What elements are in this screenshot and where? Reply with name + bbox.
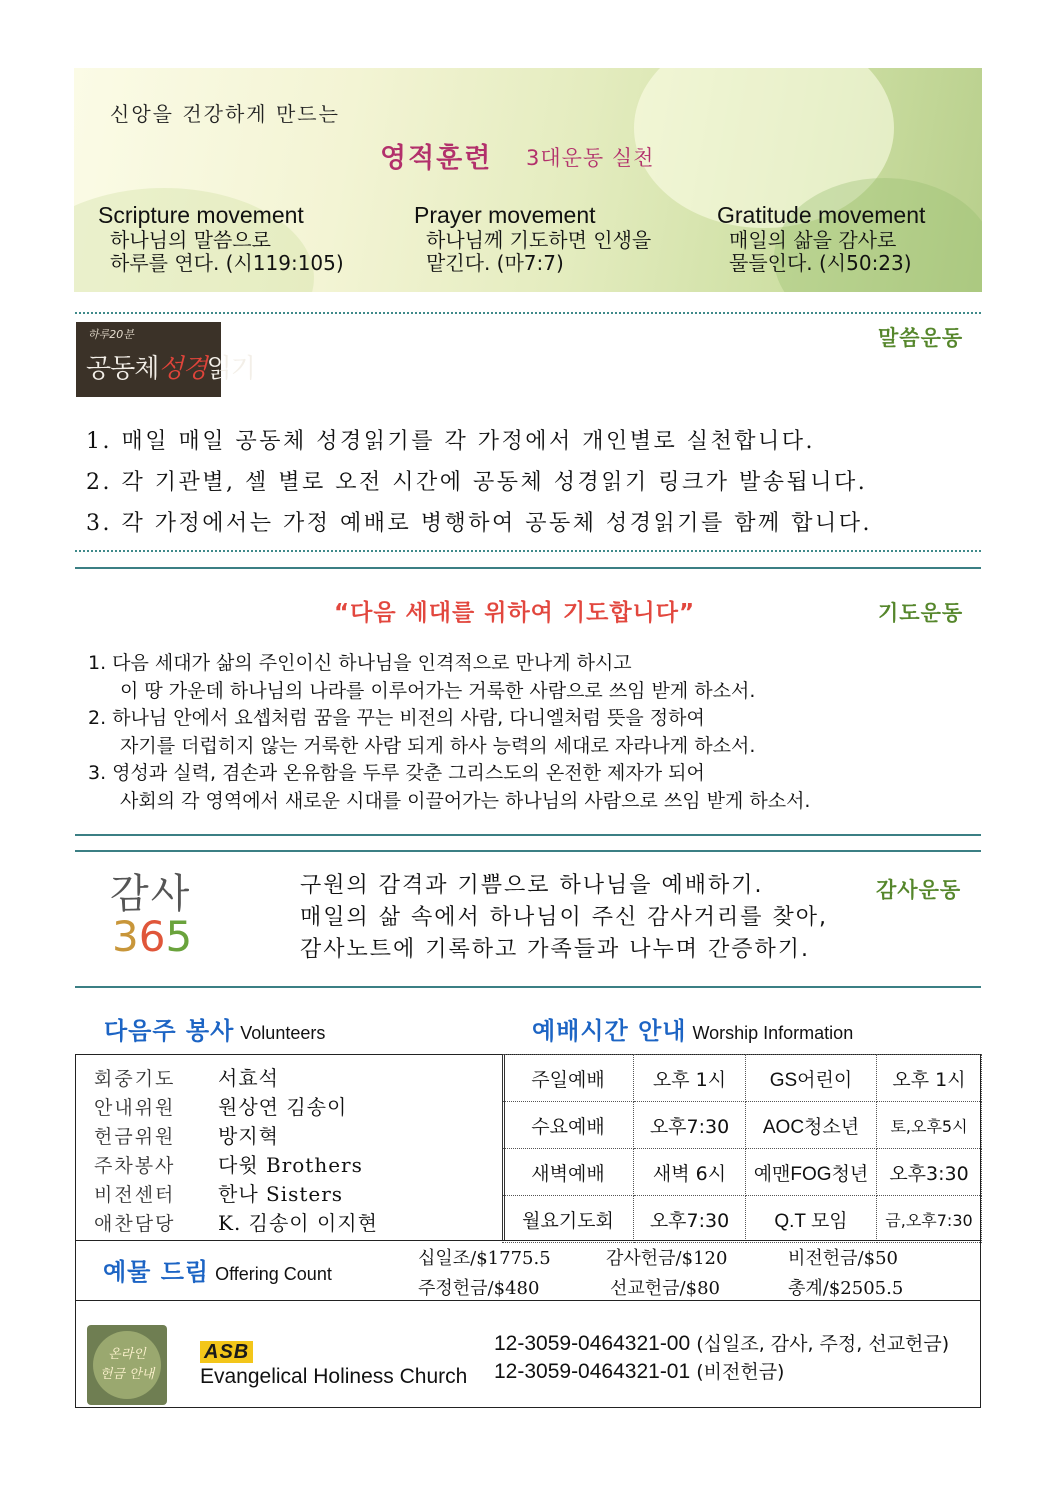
prayer-title: “다음 세대를 위하여 기도합니다” — [334, 600, 696, 626]
worship-heading — [532, 1011, 853, 1046]
volunteer-row — [94, 1149, 363, 1179]
row-divider — [75, 1300, 981, 1301]
offering-title: 예물 드림 — [103, 1258, 210, 1286]
section-divider — [75, 550, 981, 552]
list-item-continuation: 자기를 더럽히지 않는 거룩한 사람 되게 하사 능력의 세대로 자라나게 하소서. — [120, 734, 756, 757]
section-rule — [75, 567, 981, 569]
volunteer-name: 한나 Sisters — [218, 1182, 344, 1206]
prayer-tag: 기도운동 — [878, 601, 964, 625]
account-info — [494, 1330, 949, 1386]
account-note: (십일조, 감사, 주정, 선교헌금) — [696, 1333, 950, 1355]
service-name: 새벽예배 — [503, 1149, 634, 1196]
section-rule — [75, 834, 981, 836]
logo-digit: 6 — [138, 912, 166, 961]
gratitude-tag: 감사운동 — [876, 878, 962, 902]
account-line — [494, 1358, 949, 1386]
account-number: 12-3059-0464321-01 — [494, 1360, 691, 1383]
list-item: 2. 각 기관별, 셀 별로 오전 시간에 공동체 성경읽기 링크가 발송됩니다. — [86, 470, 868, 495]
list-item-continuation: 사회의 각 영역에서 새로운 시대를 이끌어가는 하나님의 사람으로 쓰임 받게 하소서. — [120, 789, 811, 812]
service-name: AOC청소년 — [746, 1102, 877, 1149]
worship-title: 예배시간 안내 — [532, 1017, 687, 1045]
movement-ko: 하나님의 말씀으로 — [110, 228, 271, 252]
offering-item: 선교헌금/$80 — [610, 1278, 720, 1299]
service-time: 오후 1시 — [634, 1055, 746, 1102]
offering-item: 주정헌금/$480 — [418, 1278, 540, 1299]
asb-logo: ASB — [200, 1341, 253, 1363]
row-divider — [75, 1240, 981, 1241]
list-item: 2. 하나님 안에서 요셉처럼 꿈을 꾸는 비전의 사람, 다니엘처럼 뜻을 정하여 — [88, 707, 705, 729]
scripture-movement — [98, 202, 398, 275]
service-time: 오후 1시 — [877, 1055, 982, 1102]
worship-table — [502, 1054, 982, 1243]
list-item: 3. 영성과 실력, 겸손과 온유함을 두루 갖춘 그리스도의 온전한 제자가 되어 — [88, 762, 705, 784]
list-item: 1. 매일 매일 공동체 성경읽기를 각 가정에서 개인별로 실천합니다. — [86, 429, 815, 454]
logo-line: 온라인 — [108, 1347, 146, 1362]
service-time: 토,오후5시 — [877, 1102, 982, 1149]
logo-main-text — [86, 348, 255, 385]
account-line — [494, 1330, 949, 1358]
volunteer-row — [94, 1120, 279, 1150]
table-row — [503, 1102, 982, 1149]
service-time: 오후3:30 — [877, 1149, 982, 1196]
volunteer-role: 애찬담당 — [94, 1213, 176, 1235]
gratitude-text — [300, 870, 828, 966]
volunteer-name: 원상연 김송이 — [218, 1095, 348, 1119]
volunteer-role: 안내위원 — [94, 1097, 176, 1119]
banner-title: 영적훈련 — [380, 143, 493, 174]
service-name: 수요예배 — [503, 1102, 634, 1149]
movement-en: Prayer movement — [414, 202, 596, 228]
volunteer-name: 서효석 — [218, 1066, 279, 1090]
section-rule — [75, 986, 981, 988]
volunteer-row — [94, 1207, 378, 1237]
account-number: 12-3059-0464321-00 — [494, 1332, 691, 1355]
service-name: 주일예배 — [503, 1055, 634, 1102]
list-item-continuation: 이 땅 가운데 하나님의 나라를 이루어가는 거룩한 사람으로 쓰임 받게 하소서. — [120, 679, 756, 702]
gratitude-line: 매일의 삶 속에서 하나님이 주신 감사거리를 찾아, — [300, 905, 828, 930]
movement-ko: 하루를 연다. (시119:105) — [110, 251, 344, 275]
volunteer-row — [94, 1062, 279, 1092]
offering-heading — [103, 1252, 332, 1287]
offering-item: 비전헌금/$50 — [788, 1248, 898, 1269]
offering-item: 십일조/$1775.5 — [418, 1248, 551, 1269]
list-item: 1. 다음 세대가 삶의 주인이신 하나님을 인격적으로 만나게 하시고 — [88, 652, 632, 674]
bible-reading-logo — [76, 322, 255, 397]
service-name: GS어린이 — [746, 1055, 877, 1102]
table-row — [503, 1055, 982, 1102]
volunteer-role: 회중기도 — [94, 1068, 176, 1090]
logo-prefix: 공동체 — [86, 354, 159, 384]
banner-title-suffix: 3대운동 실천 — [526, 146, 655, 170]
movement-en: Scripture movement — [98, 202, 304, 228]
offering-title-en: Offering Count — [215, 1264, 332, 1284]
offering-item: 감사헌금/$120 — [606, 1248, 728, 1269]
banner — [74, 68, 982, 292]
logo-small-text: 하루20분 — [88, 328, 134, 341]
volunteer-row — [94, 1178, 343, 1208]
worship-title-en: Worship Information — [692, 1023, 854, 1043]
column-divider — [502, 1054, 505, 1240]
bank-church-block — [200, 1341, 467, 1389]
movement-ko: 맡긴다. (마7:7) — [426, 251, 564, 275]
prayer-movement — [414, 202, 714, 275]
volunteer-role: 주차봉사 — [94, 1155, 176, 1177]
scripture-list — [86, 424, 872, 547]
service-name: 예맨FOG청년 — [746, 1149, 877, 1196]
movement-ko: 물들인다. (시50:23) — [729, 251, 912, 275]
service-time: 새벽 6시 — [634, 1149, 746, 1196]
gratitude-movement — [717, 202, 982, 275]
logo-number — [112, 912, 192, 961]
prayer-list — [88, 650, 810, 815]
service-name: 월요기도회 — [503, 1196, 634, 1243]
gratitude-line: 구원의 감격과 기쁨으로 하나님을 예배하기. — [300, 873, 764, 898]
volunteer-role: 헌금위원 — [94, 1126, 176, 1148]
service-time: 오후7:30 — [634, 1102, 746, 1149]
service-time: 금,오후7:30 — [877, 1196, 982, 1243]
logo-digit: 3 — [112, 912, 139, 961]
online-offering-logo — [87, 1325, 167, 1405]
logo-line: 헌금 안내 — [99, 1367, 155, 1382]
table-row — [503, 1149, 982, 1196]
scripture-tag: 말씀운동 — [878, 326, 964, 350]
section-rule — [75, 850, 981, 852]
section-divider — [75, 312, 981, 314]
logo-number-text — [112, 912, 192, 961]
movement-en: Gratitude movement — [717, 202, 926, 228]
logo-digit: 5 — [165, 912, 193, 961]
list-item: 3. 각 가정에서는 가정 예배로 병행하여 공동체 성경읽기를 함께 합니다. — [86, 511, 872, 536]
logo-highlight: 성경 — [158, 354, 207, 384]
volunteer-name: K. 김송이 이지현 — [218, 1211, 378, 1235]
service-time: 오후7:30 — [634, 1196, 746, 1243]
volunteers-heading — [104, 1011, 325, 1046]
gratitude-line: 감사노트에 기록하고 가족들과 나누며 간증하기. — [300, 937, 811, 962]
movement-ko: 하나님께 기도하면 인생을 — [426, 228, 652, 252]
church-name: Evangelical Holiness Church — [200, 1365, 468, 1388]
volunteer-row — [94, 1091, 347, 1121]
movement-ko: 매일의 삶을 감사로 — [729, 228, 897, 252]
volunteer-name: 다윗 Brothers — [218, 1153, 363, 1177]
volunteer-name: 방지혁 — [218, 1124, 279, 1148]
logo-text — [87, 1345, 167, 1385]
banner-subtitle: 신앙을 건강하게 만드는 — [110, 102, 340, 126]
volunteer-role: 비전센터 — [94, 1184, 176, 1206]
logo-suffix: 읽기 — [206, 354, 255, 384]
account-note: (비전헌금) — [696, 1361, 785, 1383]
volunteers-title: 다음주 봉사 — [104, 1017, 235, 1045]
gratitude-365-logo — [110, 862, 210, 972]
offering-item: 총계/$2505.5 — [788, 1278, 904, 1299]
logo-word: 감사 — [110, 871, 192, 917]
service-name: Q.T 모임 — [746, 1196, 877, 1243]
table-row — [503, 1196, 982, 1243]
volunteers-title-en: Volunteers — [240, 1023, 326, 1043]
